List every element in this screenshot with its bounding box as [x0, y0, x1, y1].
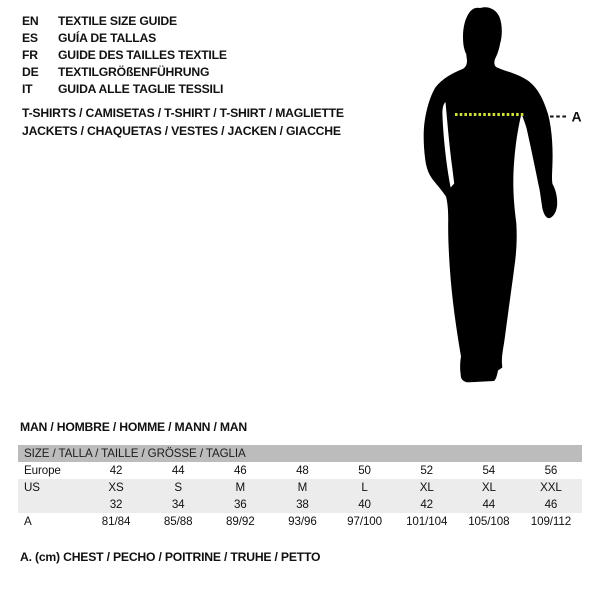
chest-measure-footnote: A. (cm) CHEST / PECHO / POITRINE / TRUHE / PETTO — [20, 550, 321, 564]
size-cell: 48 — [296, 464, 309, 477]
language-list — [22, 13, 227, 98]
measure-label-a: A — [571, 108, 582, 125]
size-cell: 40 — [358, 498, 371, 511]
category-jackets: JACKETS / CHAQUETAS / VESTES / JACKEN / GIACCHE — [22, 123, 341, 138]
size-cell: 38 — [296, 498, 309, 511]
category-tshirts: T-SHIRTS / CAMISETAS / T-SHIRT / T-SHIRT / MAGLIETTE — [22, 106, 344, 120]
row-label: A — [24, 515, 32, 528]
size-table-header: SIZE / TALLA / TAILLE / GRÖSSE / TAGLIA — [18, 445, 582, 462]
size-cell: 44 — [482, 498, 496, 511]
language-row — [22, 30, 227, 47]
size-cell: 42 — [109, 464, 123, 477]
table-row-chest-a — [18, 513, 582, 530]
language-row — [22, 64, 227, 81]
language-title: GUIDA ALLE TAGLIE TESSILI — [58, 82, 224, 96]
size-cell: 101/104 — [406, 515, 448, 528]
language-code: IT — [22, 82, 33, 96]
size-cell: 97/100 — [347, 515, 382, 528]
size-cell: 36 — [233, 498, 247, 511]
size-cell: 52 — [420, 464, 434, 477]
language-title: TEXTILGRÖßENFÜHRUNG — [58, 65, 210, 79]
size-cell: XL — [481, 481, 496, 494]
table-row-europe — [18, 462, 582, 479]
size-cell: 81/84 — [101, 515, 131, 528]
size-cell: 44 — [171, 464, 185, 477]
size-cell: 54 — [482, 464, 496, 477]
size-cell: 42 — [420, 498, 434, 511]
size-cell: 93/96 — [288, 515, 317, 528]
language-title: GUÍA DE TALLAS — [58, 31, 157, 45]
size-cell: 89/92 — [226, 515, 255, 528]
size-cell: XS — [108, 481, 124, 494]
garment-categories — [22, 105, 344, 140]
size-cell: M — [235, 481, 246, 494]
size-cell: 32 — [109, 498, 123, 511]
row-label: Europe — [24, 464, 61, 477]
size-cell: XL — [419, 481, 434, 494]
size-cell: 56 — [544, 464, 558, 477]
size-cell: 50 — [358, 464, 371, 477]
man-silhouette — [424, 7, 558, 382]
language-row — [22, 81, 227, 98]
size-cell: 109/112 — [530, 515, 572, 528]
man-silhouette-figure — [400, 0, 600, 400]
size-cell: 85/88 — [163, 515, 193, 528]
section-heading-man: MAN / HOMBRE / HOMME / MANN / MAN — [20, 420, 247, 434]
size-table — [18, 445, 582, 530]
language-code: EN — [22, 14, 39, 28]
size-cell: 105/108 — [468, 515, 510, 528]
language-code: ES — [22, 31, 38, 45]
size-cell: XXL — [540, 481, 562, 494]
table-row-us-numeric — [18, 496, 582, 513]
size-cell: L — [361, 481, 368, 494]
size-cell: 46 — [233, 464, 247, 477]
table-row-us — [18, 479, 582, 496]
size-cell: S — [174, 481, 182, 494]
size-cell: M — [297, 481, 308, 494]
language-title: GUIDE DES TAILLES TEXTILE — [58, 48, 227, 62]
row-label — [18, 496, 85, 513]
size-cell: 34 — [171, 498, 185, 511]
row-label: US — [24, 481, 40, 494]
language-title: TEXTILE SIZE GUIDE — [58, 14, 177, 28]
size-cell: 46 — [544, 498, 558, 511]
language-row — [22, 13, 227, 30]
language-row — [22, 47, 227, 64]
language-code: FR — [22, 48, 38, 62]
language-code: DE — [22, 65, 39, 79]
